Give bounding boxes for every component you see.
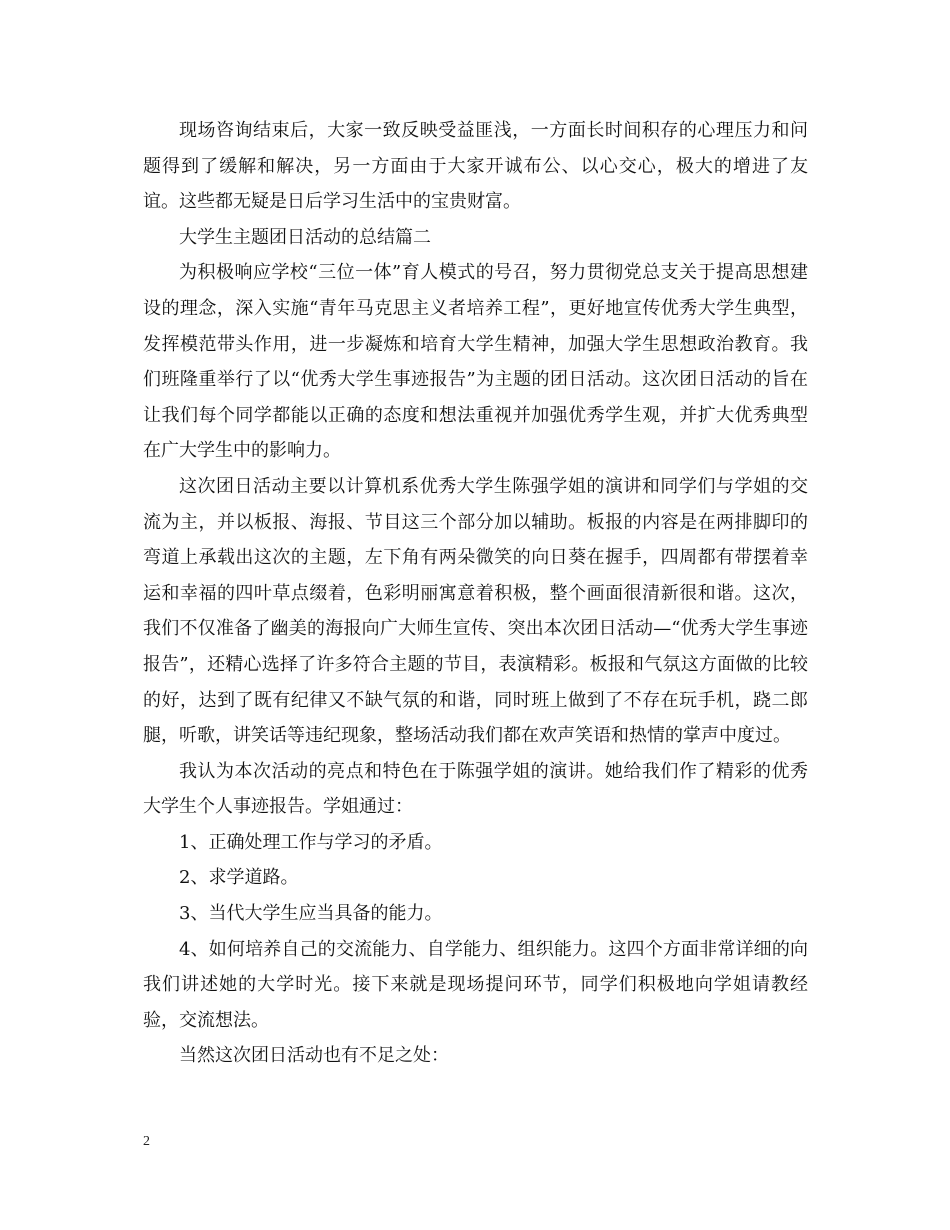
document-body <box>143 113 808 1074</box>
paragraph-3: 这次团日活动主要以计算机系优秀大学生陈强学姐的演讲和同学们与学姐的交流为主，并以板报、海报、节目这三个部分加以辅助。板报的内容是在两排脚印的弯道上承载出这次的主题，左下角有两朵微笑的向日葵在握手，四周都有带摆着幸运和幸福的四叶草点缀着，色彩明丽寓意着积极，整个画面很清新很和谐。这次，我们不仅准备了幽美的海报向广大师生宣传、突出本次团日活动—“优秀大学生事迹报告”，还精心选择了许多符合主题的节目，表演精彩。板报和气氛这方面做的比较的好，达到了既有纪律又不缺气氛的和谐，同时班上做到了不存在玩手机，跷二郎腿，听歌，讲笑话等违纪现象，整场活动我们都在欢声笑语和热情的掌声中度过。 <box>143 475 808 747</box>
list-item-4: 4、如何培养自己的交流能力、自学能力、组织能力。这四个方面非常详细的向我们讲述她的大学时光。接下来就是现场提问环节，同学们积极地向学姐请教经验，交流想法。 <box>143 938 808 1031</box>
paragraph-4: 我认为本次活动的亮点和特色在于陈强学姐的演讲。她给我们作了精彩的优秀大学生个人事迹报告。学姐通过： <box>143 760 808 818</box>
list-item-2: 2、求学道路。 <box>179 867 299 889</box>
list-item-1: 1、正确处理工作与学习的矛盾。 <box>179 831 443 853</box>
section-heading: 大学生主题团日活动的总结篇二 <box>179 226 431 248</box>
list-item-3: 3、当代大学生应当具备的能力。 <box>179 903 443 925</box>
paragraph-5: 当然这次团日活动也有不足之处： <box>179 1045 449 1067</box>
page-number: 2 <box>143 1134 150 1149</box>
paragraph-1: 现场咨询结束后，大家一致反映受益匪浅，一方面长时间积存的心理压力和问题得到了缓解和解决，另一方面由于大家开诚布公、以心交心，极大的增进了友谊。这些都无疑是日后学习生活中的宝贵财富。 <box>143 120 808 213</box>
paragraph-2: 为积极响应学校“三位一体”育人模式的号召，努力贯彻党总支关于提高思想建设的理念，深入实施“青年马克思主义者培养工程”，更好地宣传优秀大学生典型，发挥模范带头作用，进一步凝炼和培育大学生精神，加强大学生思想政治教育。我们班隆重举行了以“优秀大学生事迹报告”为主题的团日活动。这次团日活动的旨在让我们每个同学都能以正确的态度和想法重视并加强优秀学生观，并扩大优秀典型在广大学生中的影响力。 <box>143 262 808 462</box>
